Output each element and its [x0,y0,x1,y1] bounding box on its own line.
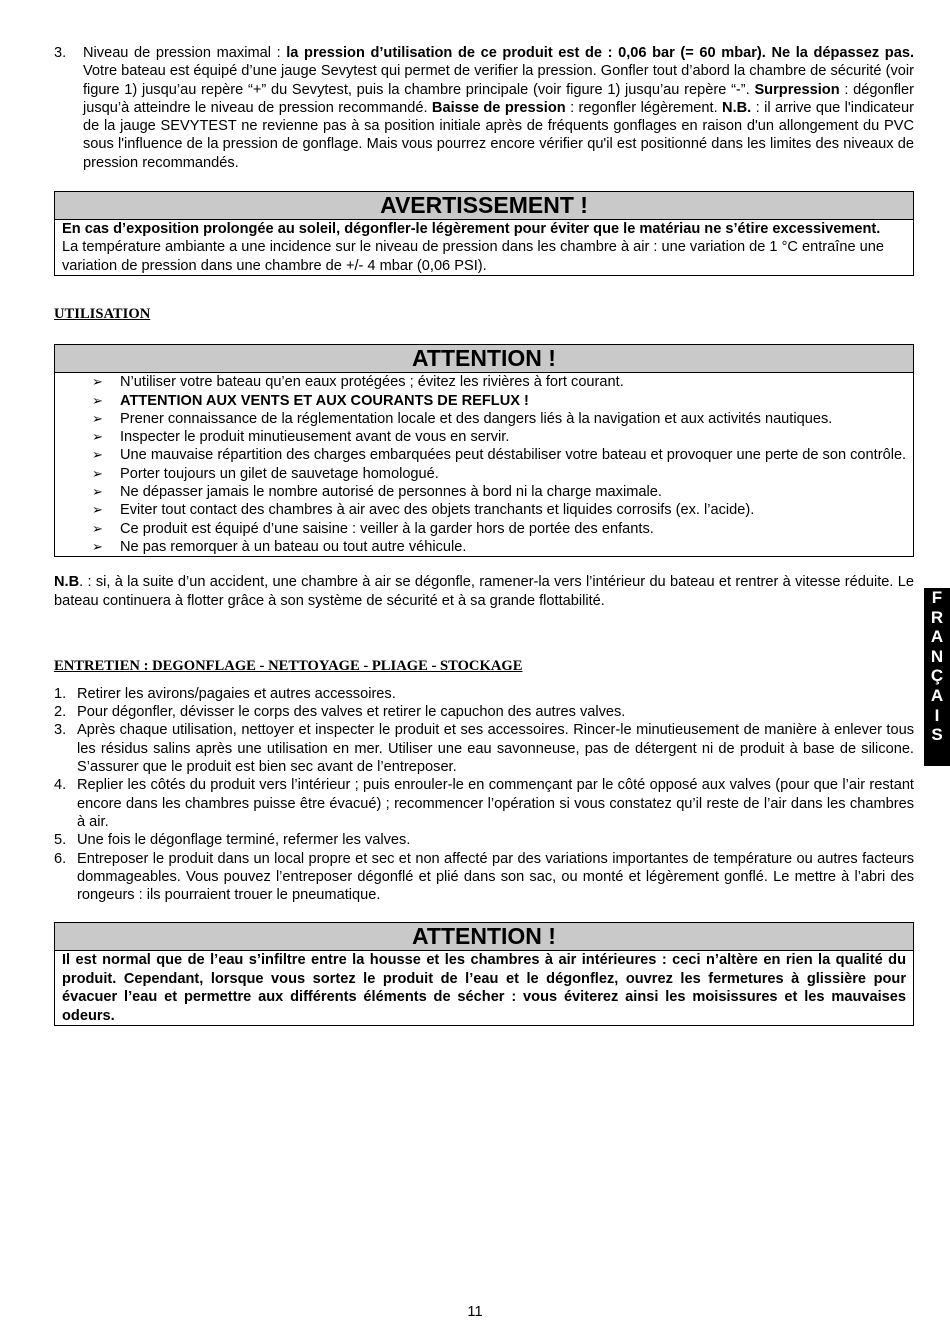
nb-paragraph: N.B. : si, à la suite d’un accident, une chambre à air se dégonfle, ramener-la vers l’intérieur du bateau et rentrer à vitesse réduite. Le bateau continuera à flotter grâce à son système de sécurité et à sa grande flottabilité. [54,574,914,609]
list-item: ➢ Prener connaissance de la réglementation locale et des dangers liés à la navigation et aux activités nautiques. [92,410,833,427]
list-item: ➢ Porter toujours un gilet de sauvetage homologué. [92,465,439,482]
list-item: ➢ Ne pas remorquer à un bateau ou tout autre véhicule. [92,538,467,555]
list-item: 1. Retirer les avirons/pagaies et autres accessoires. [54,685,396,702]
arrow-bullet-icon: ➢ [92,429,103,445]
arrow-bullet-icon: ➢ [92,374,103,390]
list-item: 2. Pour dégonfler, dévisser le corps des valves et retirer le capuchon des autres valves. [54,704,626,721]
list-item: ➢ Ne dépasser jamais le nombre autorisé de personnes à bord ni la charge maximale. [92,484,662,501]
warning-box [54,191,914,276]
final-attention-title: ATTENTION ! [55,923,913,951]
list-item: 6. Entreposer le produit dans un local propre et sec et non affecté par des variations importantes de température ou autres facteurs dommageables. Vous pouvez l’entreposer dégonflé et plié dans son sac, ou monté et légèrement gonflé. Le mettre à l’abri des rongeurs : ils pourraient trouer le pneumatique. [54,850,914,904]
arrow-bullet-icon: ➢ [92,410,103,426]
page-number: 11 [467,1304,483,1320]
list-item: ➢ Ce produit est équipé d’une saisine : veiller à la garder hors de portée des enfants. [92,520,654,537]
arrow-bullet-icon: ➢ [92,447,103,463]
list-item: 3. Après chaque utilisation, nettoyer et inspecter le produit et ses accessoires. Rincer-le minutieusement de manière à enlever tous les résidus salins après une utilisation en mer. Utiliser une eau savonneuse, pas de détergent ni de produit à base de silicone. S’assurer que le produit est bien sec avant de l’entreposer. [54,722,914,776]
warning-title: AVERTISSEMENT ! [55,192,913,220]
list-item: 5. Une fois le dégonflage terminé, refermer les valves. [54,832,411,849]
warning-text: La température ambiante a une incidence sur le niveau de pression dans les chambre à air : une variation de 1 °C entraîne une variation de pression dans une chambre de +/- 4 mbar (0,06 PSI). [62,239,884,274]
arrow-bullet-icon: ➢ [92,392,103,408]
arrow-bullet-icon: ➢ [92,538,103,554]
warning-bold-text: En cas d’exposition prolongée au soleil, dégonfler-le légèrement pour éviter que le matériau ne s’étire excessivement. [62,221,881,238]
pressure-paragraph [54,44,914,172]
list-item: 4. Replier les côtés du produit vers l’intérieur ; puis enrouler-le en commençant par le côté opposé aux valves (pour que l’air restant encore dans les chambres puisse être évacué) ; recommencer l’opération si vous constatez qu’il reste de l’air dans les chambres à air. [54,777,914,830]
utilisation-heading: UTILISATION [54,306,151,323]
attention-box [54,344,914,557]
list-item: ➢ ATTENTION AUX VENTS ET AUX COURANTS DE REFLUX ! [92,392,529,409]
list-item: ➢ N’utiliser votre bateau qu’en eaux protégées ; évitez les rivières à fort courant. [92,374,624,391]
arrow-bullet-icon: ➢ [92,520,103,536]
arrow-bullet-icon: ➢ [92,484,103,500]
pressure-text: Niveau de pression maximal : la pression d’utilisation de ce produit est de : 0,06 bar (= 60 mbar). Ne la dépassez pas. Votre bateau est équipé d’une jauge Sevytest qui permet de verifier la pression. Gonfler tout d’abord la chambre de sécurité (voir figure 1) jusqu’au repère “+” du Sevytest, puis la chambre principale (voir figure 1) jusqu’au repère “-”. Surpression : dégonfler jusqu’à atteindre le niveau de pression recommandé. Baisse de pression : regonfler légèrement. N.B. : il arrive que l'indicateur de la jauge SEVYTEST ne revienne pas à sa position initiale après de fréquents gonflages en raison d'un allongement du PVC sous l'influence de la pression de gonflage. Mais vous pourrez encore vérifier qu'il est positionné dans les limites des niveaux de pression recommandés. [83,45,915,171]
list-item: ➢ Une mauvaise répartition des charges embarquées peut déstabiliser votre bateau et provoquer une perte de son contrôle. [92,447,907,464]
final-bold-text: Il est normal que de l’eau s’infiltre entre la housse et les chambres à air intérieures : ceci n’altère en rien la qualité du produit. Cependant, lorsque vous sortez le produit de l’eau et le dégonflez, ouvrez les fermetures à glissière pour évacuer l’eau et permettre aux différents éléments de sécher : vous éviterez ainsi les moisissures et les mauvaises odeurs. [62,952,906,1024]
list-item: ➢ Inspecter le produit minutieusement avant de vous en servir. [92,429,510,446]
maintenance-list [54,685,914,905]
item-number: 3. [54,45,67,61]
entretien-heading: ENTRETIEN : DEGONFLAGE - NETTOYAGE - PLIAGE - STOCKAGE [54,657,523,674]
arrow-bullet-icon: ➢ [92,465,103,481]
language-tab: F R A N Ç A I S [924,588,950,766]
list-item: ➢ Eviter tout contact des chambres à air avec des objets tranchants et liquides corrosifs (ex. l’acide). [92,502,755,519]
attention-title: ATTENTION ! [55,345,913,373]
final-attention-box [54,922,914,1026]
safety-list [55,373,913,556]
arrow-bullet-icon: ➢ [92,502,103,518]
document-page [54,44,914,1026]
